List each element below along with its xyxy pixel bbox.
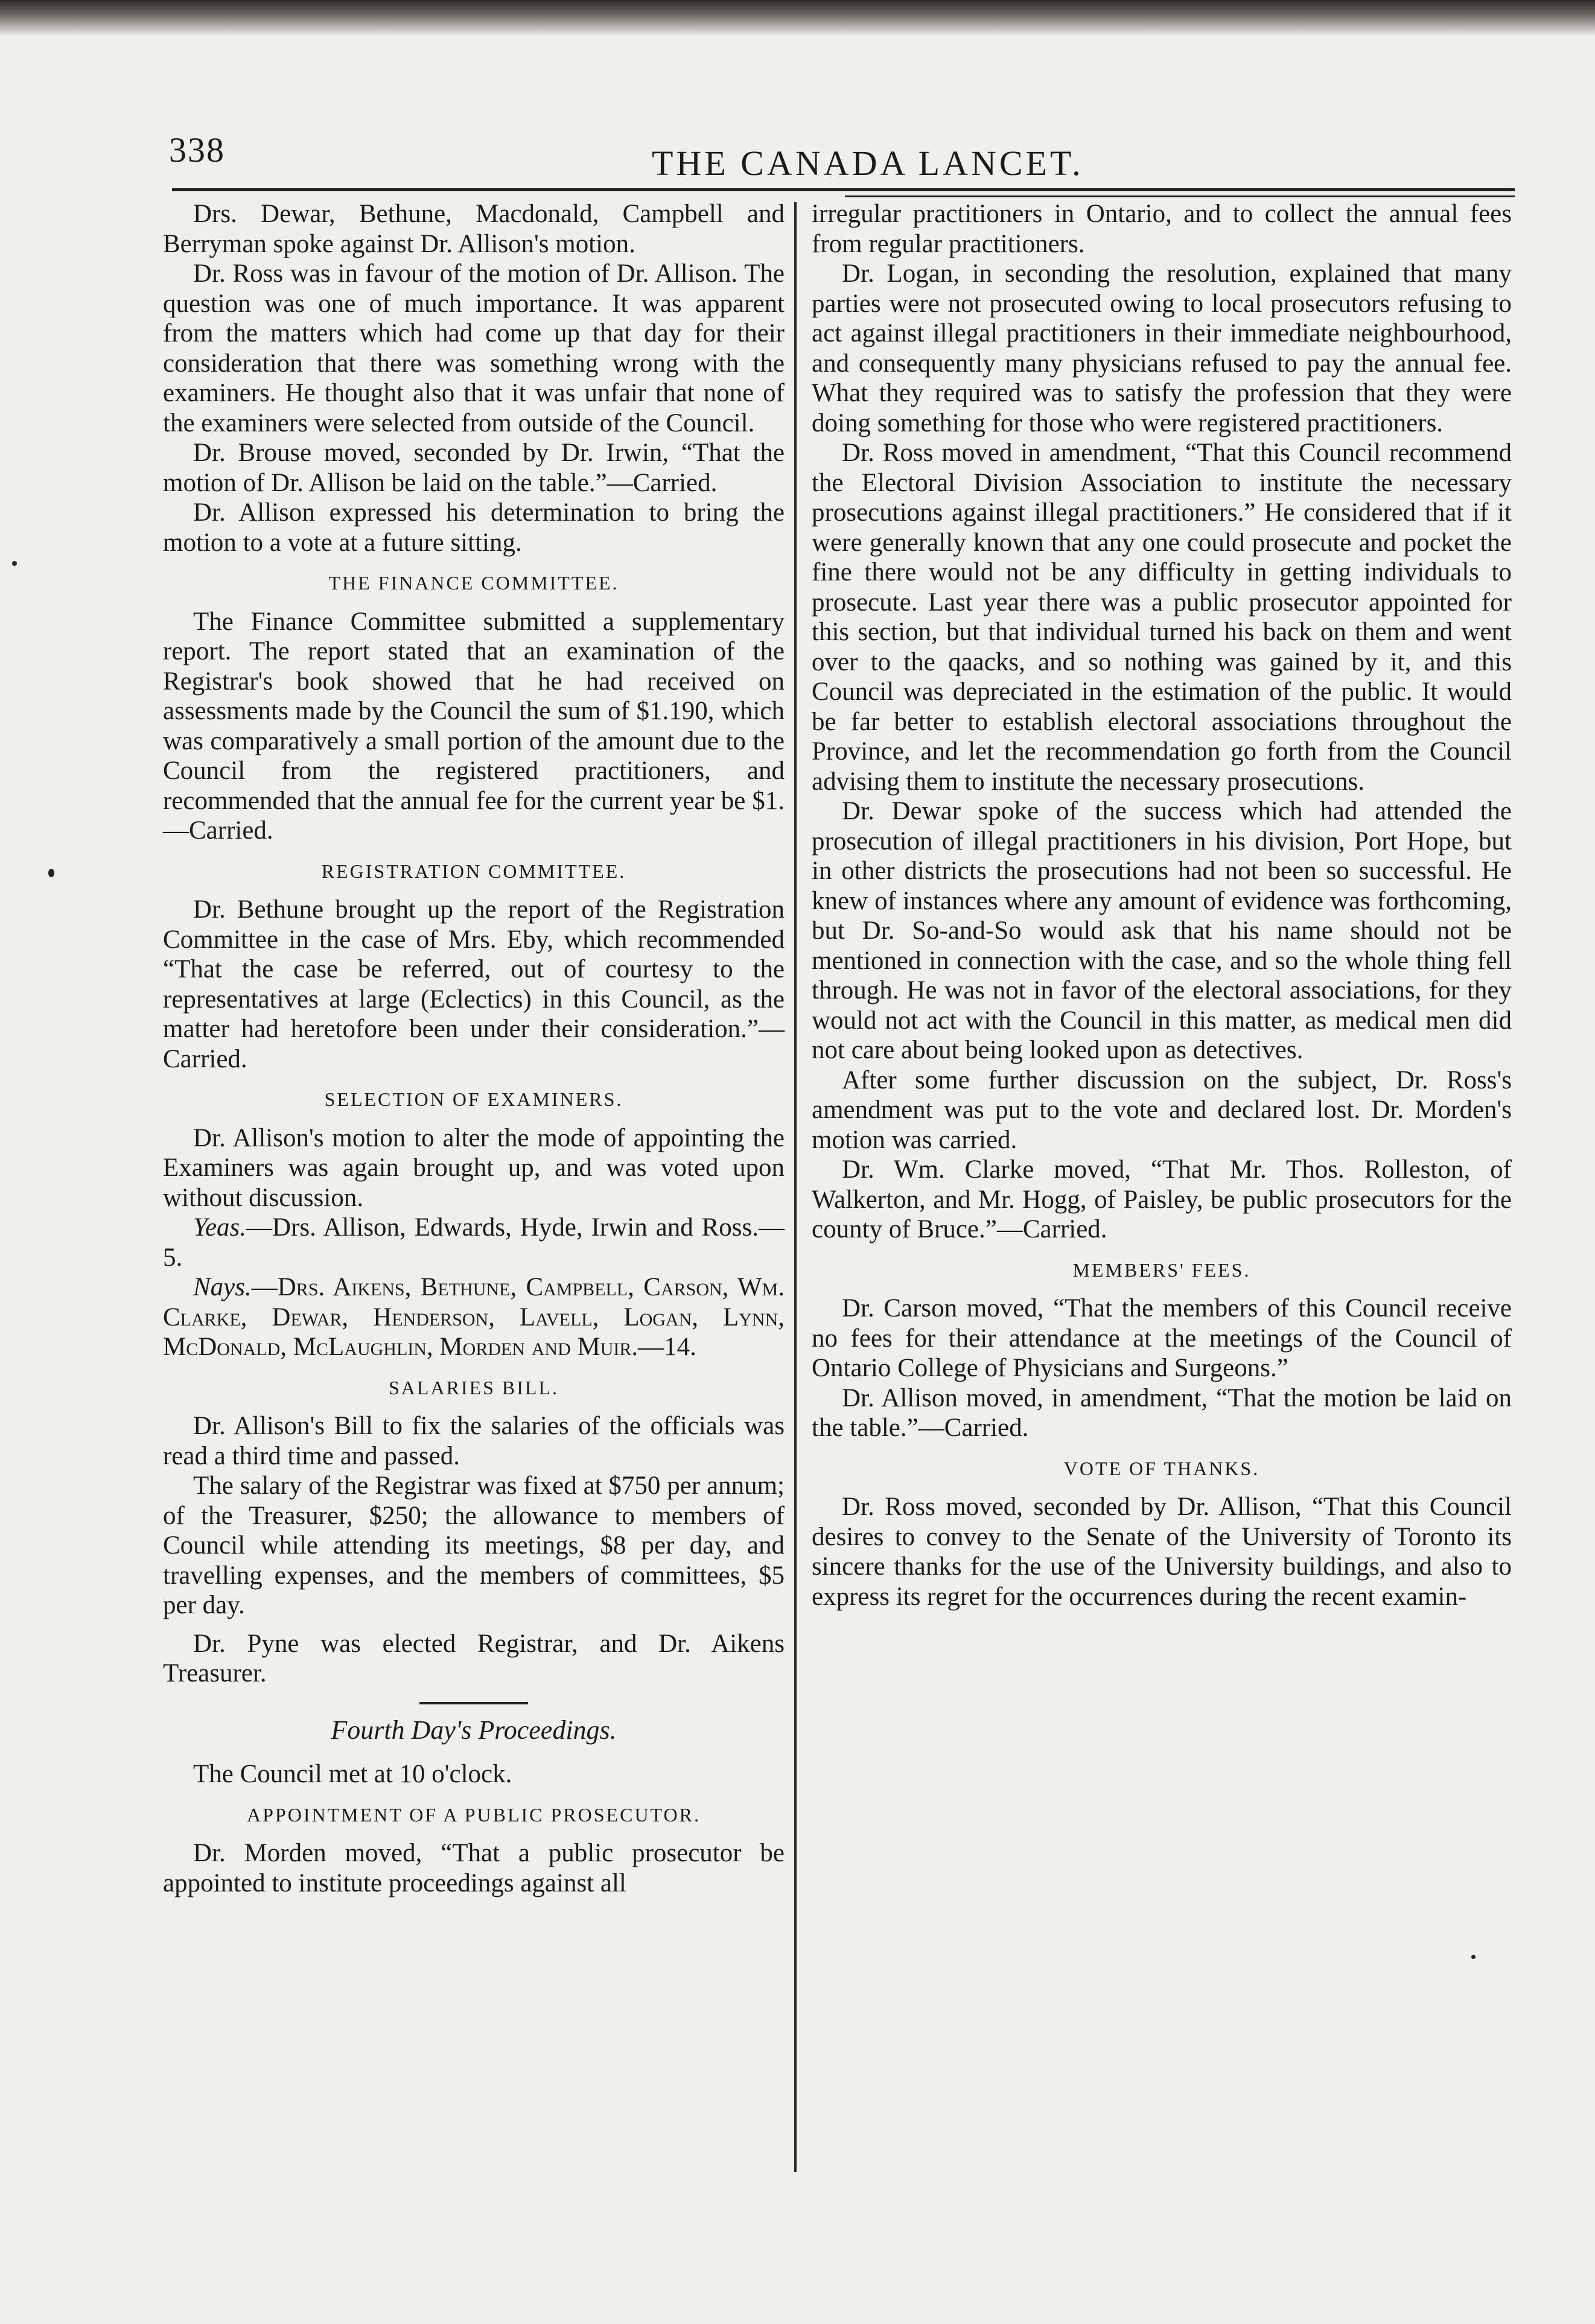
day-title: Fourth Day's Proceedings. [331,1715,617,1745]
paragraph: Dr. Ross moved in amendment, “That this Council recommend the Electoral Division Association to institute the necessary prosecutions against illegal practitioners.” He considered that if it were generally known that any one could prosecute and pocket the fine there would not be any difficulty in getting individuals to prosecute. Last year there was a public prosecutor appointed for this section, but that individual turned his back on them and went over to the qaacks, and so nothing was gained by it, and this Council was depreciated in the estimation of the public. It would be far better to establish electoral associations throughout the Province, and let the recommendation go forth from the Council advising them to institute the necessary prosecutions. [812,439,1512,796]
paragraph: Dr. Ross moved, seconded by Dr. Allison, “That this Council desires to convey to the Senate of the University of Toronto its sincere thanks for the use of the University buildings, and also to express its regret for the occurrences during the recent examin- [812,1493,1512,1611]
paragraph: Dr. Bethune brought up the report of the Registration Committee in the case of Mrs. Eby, which recommended “That the case be referred, out of courtesy to the representatives at large (Eclectics) in this Council, as the matter had heretofore been under their consideration.”—Carried. [163,895,785,1073]
page-number: 338 [169,130,225,170]
header-rule [172,188,1515,191]
paragraph: Dr. Carson moved, “That the members of this Council receive no fees for their attendance at the meetings of the Council of Ontario College of Physicians and Surgeons.” [812,1294,1512,1382]
nays-list: —Drs. Aikens, Bethune, Campbell, Carson, Wm. Clarke, Dewar, Henderson, Lavell, Logan, Lynn, McDonald, McLaughlin, Morden and Muir.—14. [163,1273,785,1361]
paragraph: Dr. Allison moved, in amendment, “That the motion be laid on the table.”—Carried. [812,1383,1512,1442]
page-header [163,124,1524,190]
yeas-list: —Drs. Allison, Edwards, Hyde, Irwin and Ross.—5. [163,1213,785,1272]
yeas-paragraph [163,1213,785,1272]
section-heading: VOTE OF THANKS. [1063,1457,1260,1479]
paragraph: The Finance Committee submitted a supplementary report. The report stated that an examination of the Registrar's book showed that he had received on assessments made by the Council the sum of $1.190, which was comparatively a small portion of the amount due to the Council from the registered practitioners, and recommended that the annual fee for the current year be $1.—Carried. [163,607,785,845]
header-rule-double [845,195,1515,197]
paragraph: Dr. Wm. Clarke moved, “That Mr. Thos. Rolleston, of Walkerton, and Mr. Hogg, of Paisley, be public prosecutors for the county of Bruce.”—Carried. [812,1155,1512,1243]
paragraph: Dr. Ross was in favour of the motion of Dr. Allison. The question was one of much importance. It was apparent from the matters which had come up that day for their consideration that there was something wrong with the examiners. He thought also that it was unfair that none of the examiners were selected from outside of the Council. [163,259,785,437]
scan-speck [48,869,54,877]
section-rule [419,1702,528,1704]
paragraph: Dr. Dewar spoke of the success which had attended the prosecution of illegal practitioners in his division, Port Hope, but in other districts the prosecutions had not been so successful. He knew of instances where any amount of evidence was forthcoming, but Dr. So-and-So would ask that his name should not be mentioned in connection with the case, and so the whole thing fell through. He was not in favor of the electoral associations, for they would not act with the Council in this matter, as medical men did not care about being looked upon as detectives. [812,797,1512,1064]
section-heading: SELECTION OF EXAMINERS. [324,1088,623,1110]
scan-top-edge [0,0,1595,36]
paragraph: After some further discussion on the subject, Dr. Ross's amendment was put to the vote and declared lost. Dr. Morden's motion was carried. [812,1065,1512,1154]
paragraph: irregular practitioners in Ontario, and to collect the annual fees from regular practitioners. [812,200,1512,258]
running-title: THE CANADA LANCET. [652,144,1084,183]
paragraph: The salary of the Registrar was fixed at $750 per annum; of the Treasurer, $250; the allowance to members of Council while attending its meetings, $8 per day, and travelling expenses, and the members of committees, $5 per day. [163,1472,785,1619]
section-heading: MEMBERS' FEES. [1072,1259,1251,1281]
paragraph: Dr. Allison expressed his determination to bring the motion to a vote at a future sitting. [163,498,785,557]
paragraph: The Council met at 10 o'clock. [193,1760,512,1788]
scan-speck [1471,1955,1476,1959]
nays-paragraph [163,1272,785,1362]
paragraph: Drs. Dewar, Bethune, Macdonald, Campbell and Berryman spoke against Dr. Allison's motion. [163,200,785,258]
section-heading: THE FINANCE COMMITTEE. [328,572,619,594]
column-divider [794,202,797,2172]
nays-label: Nays. [193,1273,252,1301]
paragraph: Dr. Logan, in seconding the resolution, explained that many parties were not prosecuted owing to local prosecutors refusing to act against illegal practitioners in their immediate neighbourhood, and consequently many physicians refused to pay the annual fee. What they required was to satisfy the profession that they were doing something for those who were registered practitioners. [812,259,1512,437]
section-heading: SALARIES BILL. [389,1376,559,1399]
section-heading: APPOINTMENT OF A PUBLIC PROSECUTOR. [247,1803,701,1826]
paragraph: Dr. Brouse moved, seconded by Dr. Irwin, “That the motion of Dr. Allison be laid on the table.”—Carried. [163,439,785,497]
left-column [163,199,785,1898]
paragraph: Dr. Pyne was elected Registrar, and Dr. Aikens Treasurer. [163,1629,785,1687]
right-column [812,199,1512,1611]
paragraph: Dr. Allison's motion to alter the mode of appointing the Examiners was again brought up, and was voted upon without discussion. [163,1123,785,1212]
section-heading: REGISTRATION COMMITTEE. [321,860,626,882]
paragraph: Dr. Morden moved, “That a public prosecutor be appointed to institute proceedings against all [163,1839,785,1897]
yeas-label: Yeas. [193,1213,247,1242]
scan-speck [12,561,17,566]
paragraph: Dr. Allison's Bill to fix the salaries of the officials was read a third time and passed. [163,1412,785,1470]
